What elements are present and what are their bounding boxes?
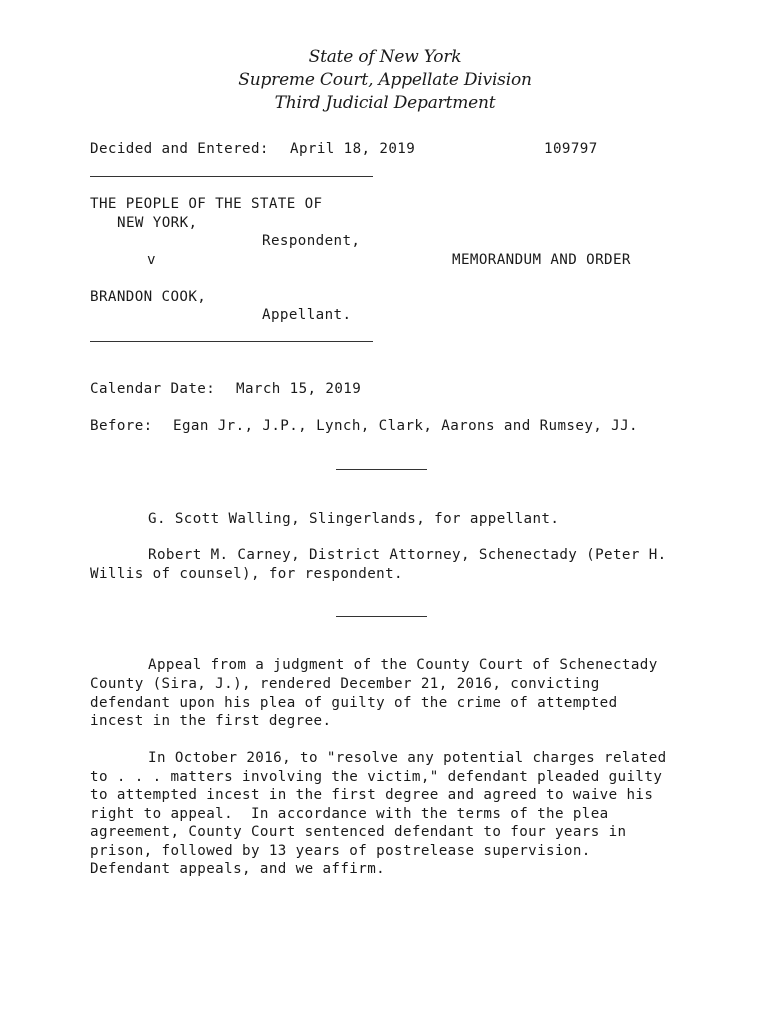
party2-role: Appellant.	[262, 307, 352, 323]
respondent-counsel-line1: Robert M. Carney, District Attorney, Schenectady (Peter H.	[148, 547, 667, 563]
versus: v	[147, 252, 156, 268]
party1-name-line2: NEW YORK,	[117, 215, 198, 231]
paragraph2-line: right to appeal. In accordance with the terms of the plea	[90, 806, 609, 822]
paragraph1-line: Appeal from a judgment of the County Court of Schenectady	[148, 657, 658, 673]
paragraph2-line: agreement, County Court sentenced defendant to four years in	[90, 824, 627, 840]
respondent-counsel-line2: Willis of counsel), for respondent.	[90, 566, 403, 582]
court-state-heading: State of New York	[308, 47, 462, 67]
paragraph2-line: prison, followed by 13 years of postrelease supervision.	[90, 843, 591, 859]
paragraph2-line: to attempted incest in the first degree and agreed to waive his	[90, 787, 654, 803]
paragraph1-line: defendant upon his plea of guilty of the crime of attempted	[90, 695, 618, 711]
party2-name: BRANDON COOK,	[90, 289, 207, 305]
section-divider-2	[336, 616, 427, 617]
order-type: MEMORANDUM AND ORDER	[452, 252, 631, 268]
party1-role: Respondent,	[262, 233, 361, 249]
paragraph1-line: County (Sira, J.), rendered December 21, 2016, convicting	[90, 676, 600, 692]
court-department-heading: Third Judicial Department	[274, 93, 496, 113]
paragraph2-line: In October 2016, to "resolve any potential charges related	[148, 750, 667, 766]
caption-top-rule	[90, 176, 373, 177]
court-name-heading: Supreme Court, Appellate Division	[238, 70, 532, 90]
paragraph2-line: to . . . matters involving the victim," defendant pleaded guilty	[90, 769, 663, 785]
paragraph2-line: Defendant appeals, and we affirm.	[90, 861, 386, 877]
decided-label: Decided and Entered:	[90, 141, 269, 157]
caption-bottom-rule	[90, 341, 373, 342]
before-label: Before:	[90, 418, 153, 434]
calendar-date: March 15, 2019	[236, 381, 362, 397]
section-divider-1	[336, 469, 427, 470]
appellant-counsel: G. Scott Walling, Slingerlands, for appellant.	[148, 511, 560, 527]
paragraph1-line: incest in the first degree.	[90, 713, 332, 729]
docket-number: 109797	[544, 141, 598, 157]
party1-name-line1: THE PEOPLE OF THE STATE OF	[90, 196, 323, 212]
justices: Egan Jr., J.P., Lynch, Clark, Aarons and Rumsey, JJ.	[173, 418, 638, 434]
decided-date: April 18, 2019	[290, 141, 416, 157]
calendar-label: Calendar Date:	[90, 381, 216, 397]
